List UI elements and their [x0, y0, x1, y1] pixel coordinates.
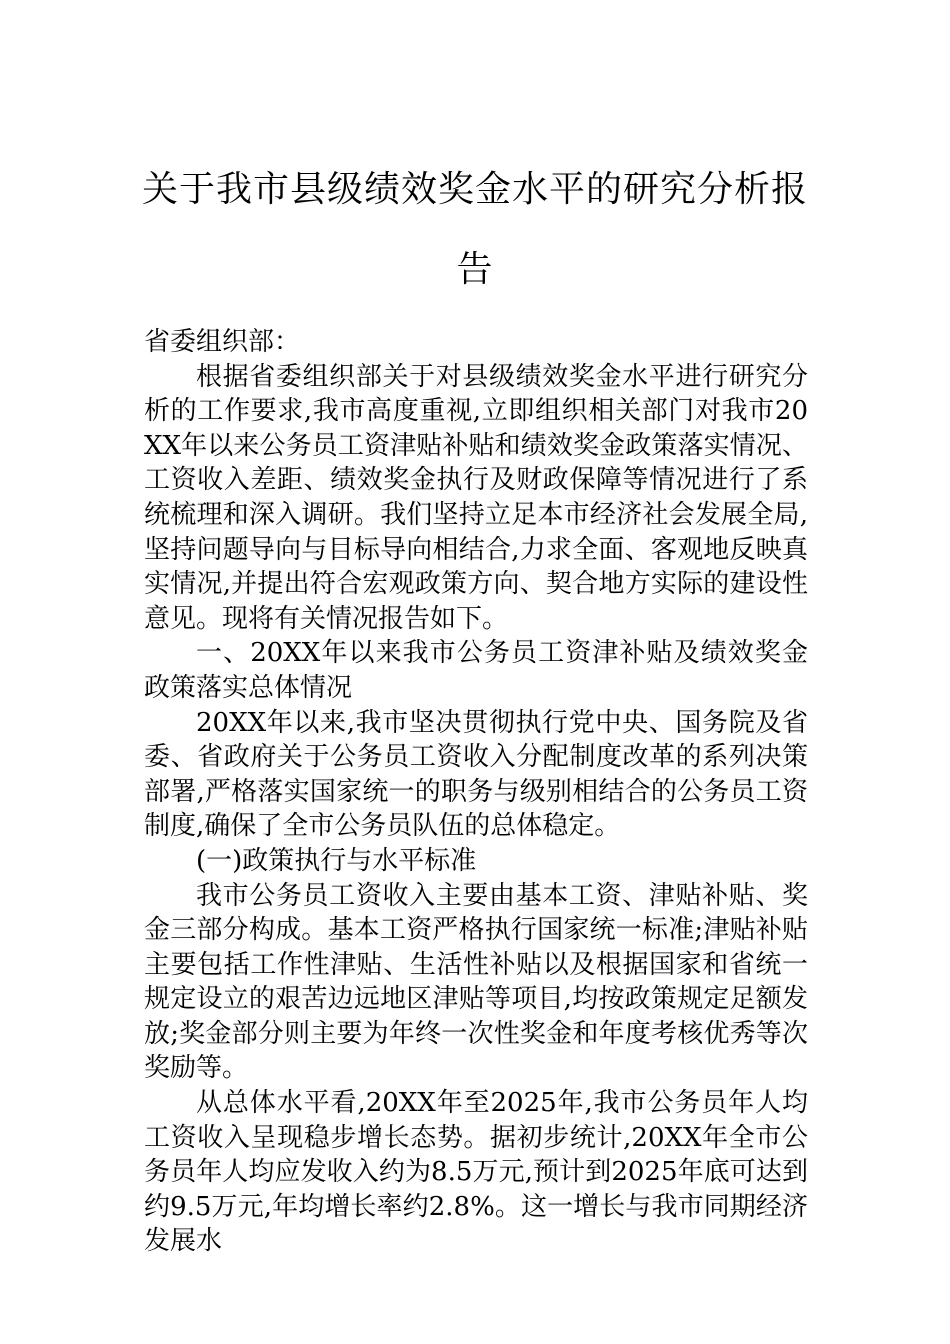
document-title: 关于我市县级绩效奖金水平的研究分析报告 — [141, 169, 808, 290]
section-heading-1: 一、20XX年以来我市公务员工资津补贴及绩效奖金政策落实总体情况 — [144, 638, 808, 703]
policy-paragraph: 我市公务员工资收入主要由基本工资、津贴补贴、奖金三部分构成。基本工资严格执行国家统一标准;津贴补贴主要包括工作性津贴、生活性补贴以及根据国家和省统一规定设立的艰苦边远地区津贴等项目,均按政策规定足额发放;奖金部分则主要为年终一次性奖金和年度考核优秀等次奖励等。 — [144, 880, 808, 1084]
intro-paragraph: 根据省委组织部关于对县级绩效奖金水平进行研究分析的工作要求,我市高度重视,立即组织相关部门对我市20XX年以来公务员工资津贴补贴和绩效奖金政策落实情况、工资收入差距、绩效奖金执行及财政保障等情况进行了系统梳理和深入调研。我们坚持立足本市经济社会发展全局,坚持问题导向与目标导向相结合,力求全面、客观地反映真实情况,并提出符合宏观政策方向、契合地方实际的建设性意见。现将有关情况报告如下。 — [144, 361, 808, 634]
salutation: 省委组织部： — [144, 327, 301, 357]
income-level-paragraph: 从总体水平看,20XX年至2025年,我市公务员年人均工资收入呈现稳步增长态势。据初步统计,20XX年全市公务员年人均应发收入约为8.5万元,预计到2025年底可达到约9.5万元,年均增长率约2.8%。这一增长与我市同期经济发展水 — [144, 1088, 808, 1257]
subsection-heading-1: (一)政策执行与水平标准 — [196, 845, 477, 876]
section-1-paragraph: 20XX年以来,我市坚决贯彻执行党中央、国务院及省委、省政府关于公务员工资收入分配制度改革的系列决策部署,严格落实国家统一的职务与级别相结合的公务员工资制度,确保了全市公务员队伍的总体稳定。 — [144, 707, 808, 842]
document-body — [144, 325, 808, 1259]
